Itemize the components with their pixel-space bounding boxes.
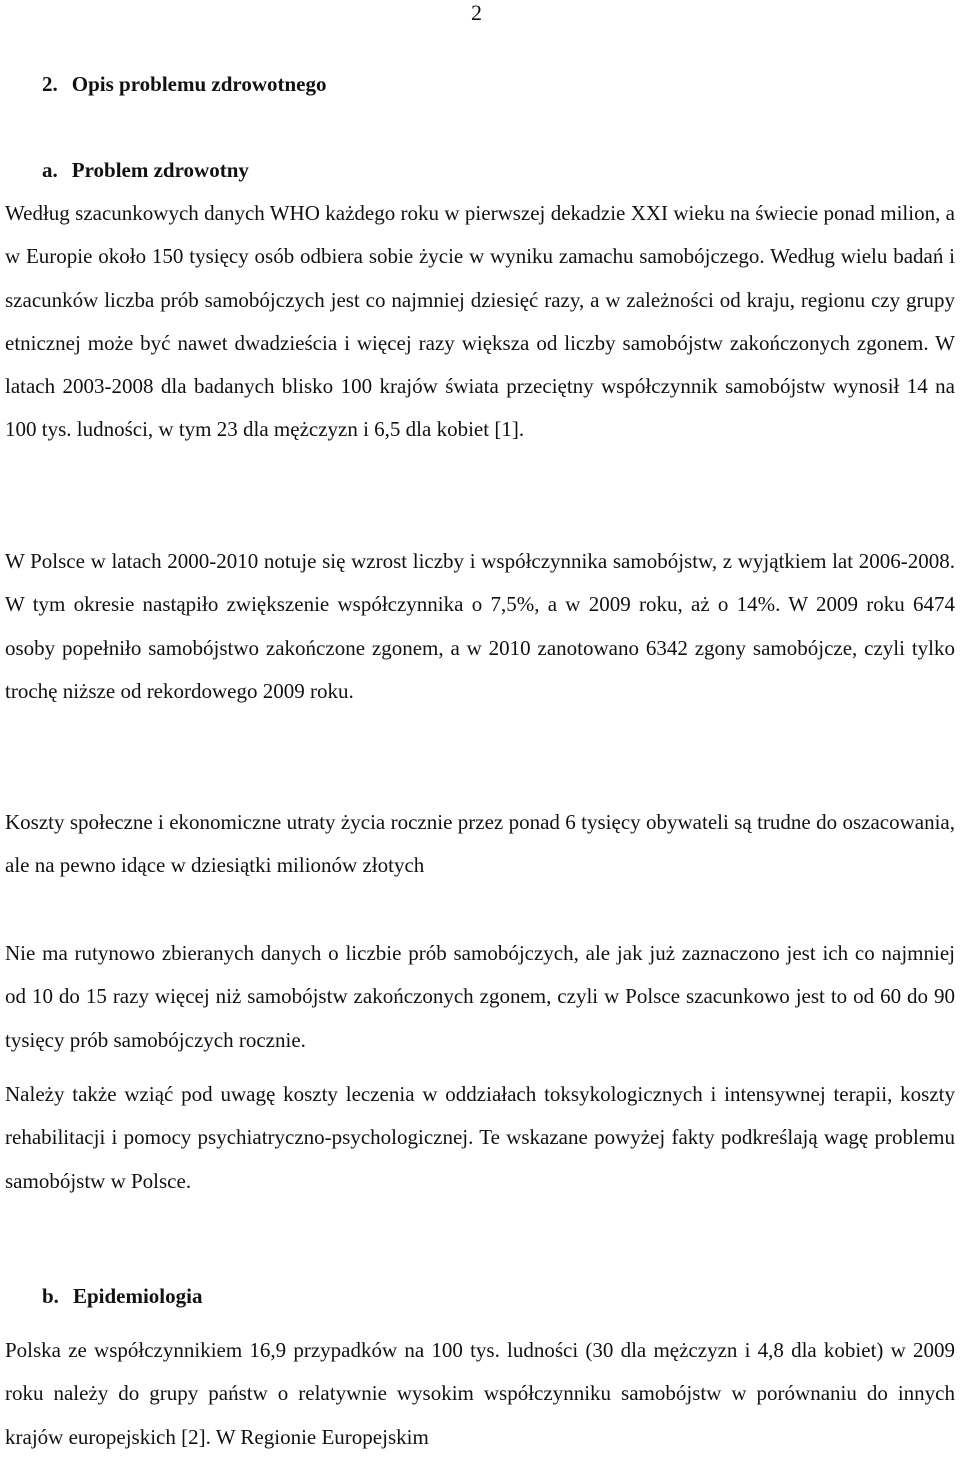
paragraph-poland-trends: W Polsce w latach 2000-2010 notuje się wzrost liczby i współczynnika samobójstw, z wyjątkiem lat 2006-2008. W tym okresie nastąpiło zwiększenie współczynnika o 7,5%, a w 2009 roku, aż o 14%. W 2009 roku 6474 osoby popełniło samobójstwo zakończone zgonem, a w 2010 zanotowano 6342 zgony samobójcze, czyli tylko trochę niższe od rekordowego 2009 roku. [5, 549, 955, 703]
page-number: 2 [471, 0, 482, 25]
subsection-b-title: Epidemiologia [72, 1284, 203, 1308]
paragraph-treatment-costs: Należy także wziąć pod uwagę koszty leczenia w oddziałach toksykologicznych i intensywnej terapii, koszty rehabilitacji i pomocy psychiatryczno-psychologicznej. Te wskazane powyżej fakty podkreślają wagę problemu samobójstw w Polsce. [5, 1082, 955, 1193]
subsection-a-heading [42, 157, 249, 183]
paragraph-who-statistics: Według szacunkowych danych WHO każdego roku w pierwszej dekadzie XXI wieku na świecie ponad milion, a w Europie około 150 tysięcy osób odbiera sobie życie w wyniku zamachu samobójczego. Według wielu badań i szacunków liczba prób samobójczych jest co najmniej dziesięć razy, a w zależności od kraju, regionu czy grupy etnicznej może być nawet dwadzieścia i więcej razy większa od liczby samobójstw zakończonych zgonem. W latach 2003-2008 dla badanych blisko 100 krajów świata przeciętny współczynnik samobójstw wynosił 14 na 100 tys. ludności, w tym 23 dla mężczyzn i 6,5 dla kobiet [1]. [5, 201, 955, 442]
subsection-b-heading [42, 1283, 202, 1309]
subsection-a-title: Problem zdrowotny [71, 158, 249, 182]
section-heading [42, 71, 327, 97]
subsection-b-label: b. [42, 1284, 59, 1308]
section-title: Opis problemu zdrowotnego [71, 72, 327, 96]
paragraph-attempts: Nie ma rutynowo zbieranych danych o liczbie prób samobójczych, ale jak już zaznaczono jest ich co najmniej od 10 do 15 razy więcej niż samobójstw zakończonych zgonem, czyli w Polsce szacunkowo jest to od 60 do 90 tysięcy prób samobójczych rocznie. [5, 941, 955, 1052]
section-number: 2. [42, 72, 58, 96]
paragraph-social-costs: Koszty społeczne i ekonomiczne utraty życia rocznie przez ponad 6 tysięcy obywateli są trudne do oszacowania, ale na pewno idące w dziesiątki milionów złotych [5, 810, 955, 878]
paragraph-epidemiology: Polska ze współczynnikiem 16,9 przypadków na 100 tys. ludności (30 dla mężczyzn i 4,8 dla kobiet) w 2009 roku należy do grupy państw o relatywnie wysokim współczynniku samobójstw w porównaniu do innych krajów europejskich [2]. W Regionie Europejskim [5, 1338, 955, 1449]
subsection-a-label: a. [42, 158, 58, 182]
